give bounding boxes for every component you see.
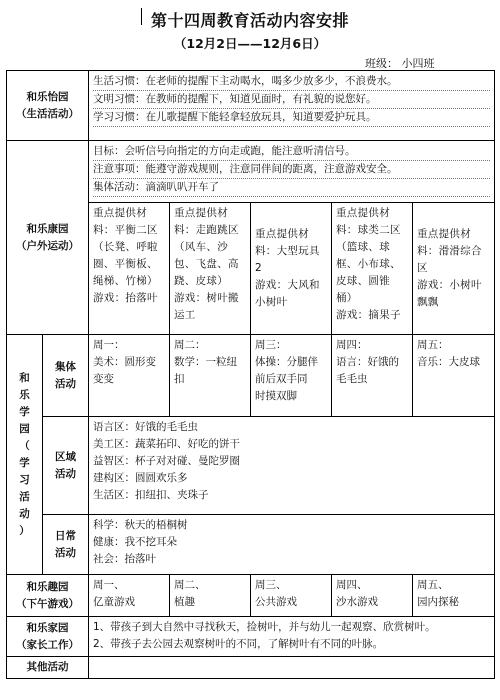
- fun-thursday: 周四、 沙水游戏: [332, 575, 413, 617]
- section-other: 其他活动: [7, 657, 89, 679]
- family-task-1: 1、带孩子到大自然中寻找秋天，捡树叶，并与幼儿一起观察、欣赏树叶。: [93, 621, 436, 633]
- row-fun: [7, 575, 495, 617]
- outdoor-notes: 注意事项：能遵守游戏规则，注意同伴间的距离，注意游戏安全。: [93, 161, 490, 179]
- family-task-2: 2、带孩子去公园去观察树叶的不同，了解树叶有不同的叶脉。: [93, 638, 384, 650]
- row-learning-group: [7, 335, 495, 417]
- section-outdoor: 和乐康园 （户外运动）: [7, 141, 89, 335]
- class-label: 班级： 小四班: [365, 57, 435, 70]
- fun-tuesday: 周二、 植趣: [170, 575, 251, 617]
- outdoor-goals: [89, 141, 495, 203]
- label-area-activity: 区域 活动: [43, 417, 89, 515]
- fun-friday: 周五、 园内探秘: [413, 575, 495, 617]
- row-learning-area: [7, 417, 495, 515]
- section-fun: 和乐趣园 （下午游戏）: [7, 575, 89, 617]
- family-content: [89, 617, 495, 657]
- group-friday: 周五： 音乐：大皮球: [413, 335, 495, 417]
- page-title: 第十四周教育活动内容安排: [150, 11, 349, 30]
- zone-2: 重点提供材 料：走跑跳区 （风车、沙 包、飞盘、高 跷、皮球） 游戏：树叶搬 运工: [170, 203, 251, 335]
- area-art: 美工区：蔬菜拓印、好吃的饼干: [93, 438, 240, 450]
- area-building: 建构区：圆圆欢乐多: [93, 472, 188, 484]
- group-tuesday: 周二： 数学：一粒纽 扣: [170, 335, 251, 417]
- zone-1: 重点提供材 料：平衡二区 （长凳、呼啦 圈、平衡板、 绳梯、竹梯） 游戏：抬落叶: [89, 203, 170, 335]
- other-content: [89, 657, 495, 679]
- area-puzzle: 益智区：杯子对对碰、曼陀罗圈: [93, 455, 240, 467]
- zone-3: 重点提供材 料：大型玩具 2 游戏：大风和 小树叶: [251, 203, 332, 335]
- section-family: 和乐家园 （家长工作）: [7, 617, 89, 657]
- area-life: 生活区：扣纽扣、夹珠子: [93, 489, 209, 501]
- life-habit-line: 生活习惯：在老师的提醒下主动喝水，喝多少放多少，不浪费水。: [93, 73, 490, 91]
- daily-social: 社会：抬落叶: [93, 553, 156, 565]
- daily-health: 健康：我不挖耳朵: [93, 536, 177, 548]
- daily-content: [89, 515, 495, 575]
- label-group-activity: 集体 活动: [43, 335, 89, 417]
- group-monday: 周一： 美术：圆形变 变变: [89, 335, 170, 417]
- daily-science: 科学：秋天的梧桐树: [93, 519, 188, 531]
- section-learning: 和 乐 学 园 （ 学 习 活 动 ）: [7, 335, 43, 575]
- section-life: 和乐怡园 （生活活动）: [7, 71, 89, 141]
- row-outdoor-top: [7, 141, 495, 203]
- fun-wednesday: 周三、 公共游戏: [251, 575, 332, 617]
- row-other: [7, 657, 495, 679]
- row-life: [7, 71, 495, 141]
- group-thursday: 周四： 语言：好饿的 毛毛虫: [332, 335, 413, 417]
- area-content: [89, 417, 495, 515]
- row-learning-daily: [7, 515, 495, 575]
- row-family: [7, 617, 495, 657]
- zone-5: 重点提供材 料：滑滑综合 区 游戏：小树叶 飘飘: [413, 203, 495, 335]
- life-content: [89, 71, 495, 141]
- fun-monday: 周一、 亿童游戏: [89, 575, 170, 617]
- group-wednesday: 周三： 体操：分腿伴 前后双手同 时摸双脚: [251, 335, 332, 417]
- schedule-table: [6, 70, 495, 679]
- study-habit-line: 学习习惯：在儿歌提醒下能轻拿轻放玩具，知道要爱护玩具。: [93, 109, 490, 127]
- zone-4: 重点提供材 料：球类二区 （篮球、球 框、小布球、 皮球、圆锥 桶） 游戏：摘果子: [332, 203, 413, 335]
- outdoor-group-activity: 集体活动：滴滴叭叭开车了: [93, 179, 490, 197]
- manners-habit-line: 文明习惯：在教师的提醒下，知道见面时，有礼貌的说您好。: [93, 91, 490, 109]
- outdoor-goal: 目标：会听信号向指定的方向走或跑，能注意听清信号。: [93, 143, 490, 161]
- area-language: 语言区：好饿的毛毛虫: [93, 421, 198, 433]
- label-daily-activity: 日常 活动: [43, 515, 89, 575]
- date-range: （12月2日——12月6日）: [173, 36, 327, 51]
